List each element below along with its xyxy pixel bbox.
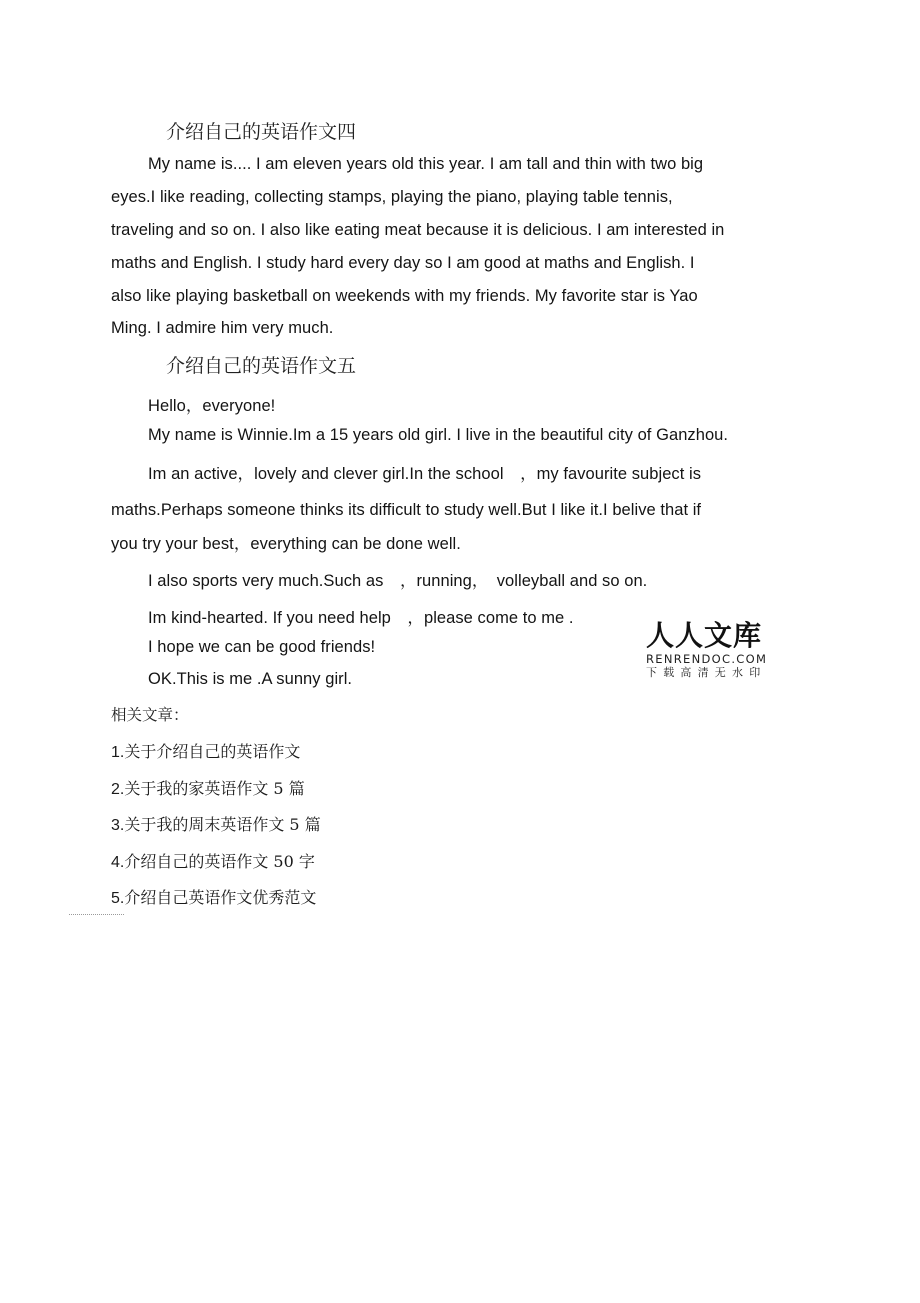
renrendoc-watermark-logo: [646, 620, 772, 680]
related-article-number: 5.: [111, 890, 125, 907]
related-article-link[interactable]: [111, 885, 316, 908]
related-article-number: 3.: [111, 817, 125, 834]
essay5-line-8: I hope we can be good friends!: [148, 638, 376, 656]
essay4-line-1: My name is.... I am eleven years old this year. I am tall and thin with two big: [148, 155, 704, 173]
essay4-line-6: Ming. I admire him very much.: [111, 319, 334, 337]
related-article-title: 关于我的周末英语作文 5 篇: [124, 815, 321, 834]
essay4-line-3: traveling and so on. I also like eating meat because it is delicious. I am interested in: [111, 221, 725, 239]
essay4-heading: 介绍自己的英语作文四: [166, 121, 357, 143]
footer-divider: [69, 914, 124, 915]
essay5-heading: 介绍自己的英语作文五: [166, 355, 357, 377]
essay4-line-2: eyes.I like reading, collecting stamps, playing the piano, playing table tennis,: [111, 188, 673, 206]
related-article-title: 关于介绍自己的英语作文: [124, 742, 301, 761]
related-article-title: 关于我的家英语作文 5 篇: [124, 779, 305, 798]
essay5-line-4: maths.Perhaps someone thinks its difficult to study well.But I like it.I belive that if: [111, 501, 702, 519]
essay5-line-1: Hello，everyone!: [148, 397, 276, 415]
essay5-line-2: My name is Winnie.Im a 15 years old girl. I live in the beautiful city of Ganzhou.: [148, 426, 729, 444]
related-article-link[interactable]: [111, 812, 321, 835]
related-article-link[interactable]: [111, 739, 300, 762]
essay5-line-7: Im kind-hearted. If you need help ，please come to me .: [148, 609, 574, 627]
essay5-line-9: OK.This is me .A sunny girl.: [148, 670, 353, 688]
related-article-title: 介绍自己的英语作文 50 字: [124, 852, 315, 871]
essay4-line-4: maths and English. I study hard every day so I am good at maths and English. I: [111, 254, 695, 272]
related-article-link[interactable]: [111, 849, 315, 872]
watermark-domain: RENRENDOC.COM: [646, 652, 768, 666]
watermark-title: 人人文库: [646, 619, 763, 652]
related-article-number: 1.: [111, 744, 125, 761]
related-article-number: 4.: [111, 854, 125, 871]
essay4-line-5: also like playing basketball on weekends with my friends. My favorite star is Yao: [111, 287, 698, 305]
related-articles-label: 相关文章：: [111, 706, 189, 724]
related-article-link[interactable]: [111, 776, 305, 799]
essay5-line-5: you try your best，everything can be done well.: [111, 535, 461, 553]
watermark-slogan: 下载高清无水印: [646, 666, 767, 679]
essay5-line-6: I also sports very much.Such as ，running， volleyball and so on.: [148, 572, 648, 590]
related-article-number: 2.: [111, 781, 125, 798]
essay5-line-3: Im an active，lovely and clever girl.In the school ，my favourite subject is: [148, 465, 702, 483]
related-article-title: 介绍自己英语作文优秀范文: [124, 888, 317, 907]
